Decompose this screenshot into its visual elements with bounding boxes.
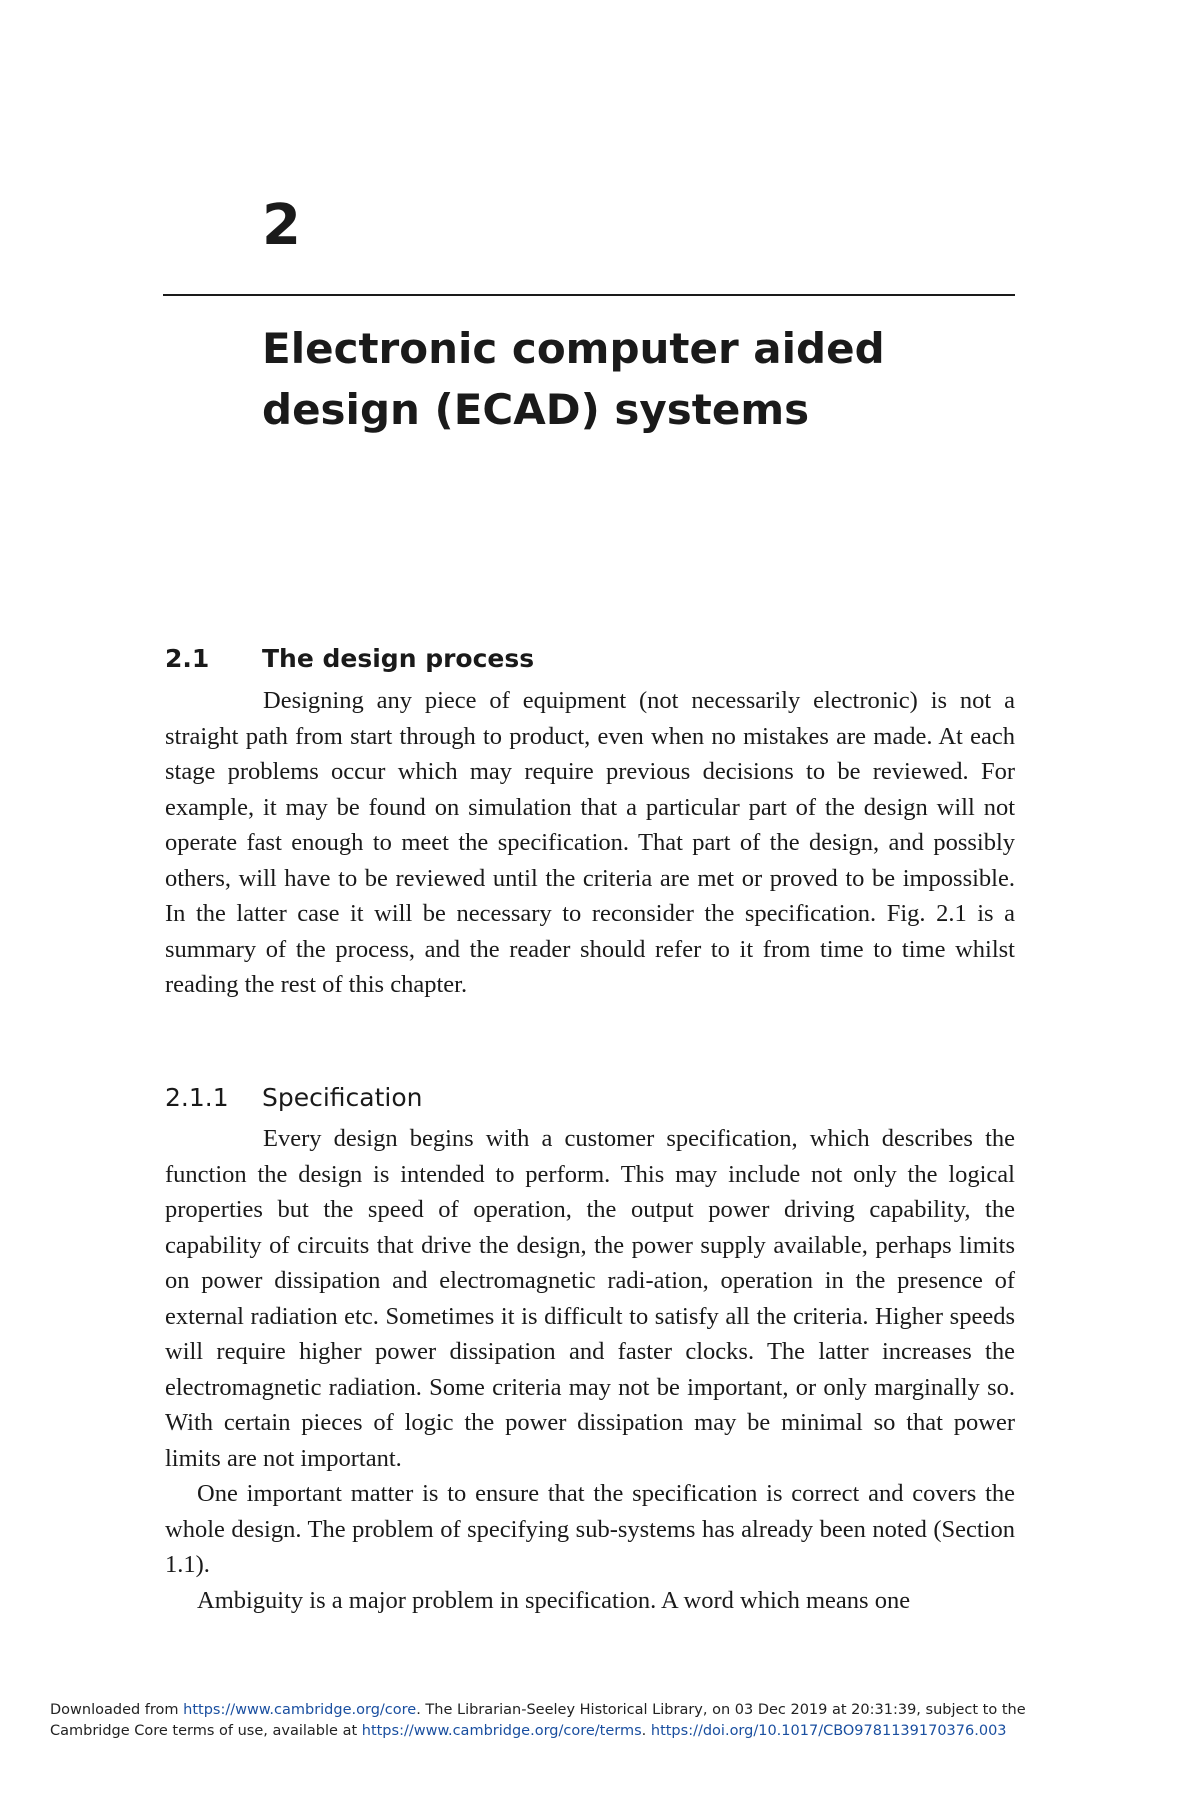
- doi-link[interactable]: https://doi.org/10.1017/CBO9781139170376.003: [650, 1723, 1007, 1739]
- subsection-body: [165, 1121, 1015, 1618]
- chapter-number: 2: [262, 193, 301, 258]
- chapter-title: Electronic computer aided design (ECAD) systems: [262, 324, 885, 434]
- cambridge-core-link[interactable]: https://www.cambridge.org/core: [183, 1702, 417, 1718]
- section-body: [165, 683, 1015, 1003]
- paragraph: Ambiguity is a major problem in specification. A word which means one: [197, 1586, 911, 1614]
- footer-text: Downloaded from: [50, 1702, 184, 1718]
- paragraph: Every design begins with a customer specification, which describes the function the design is intended to perform. This may include not only the logical properties but the speed of operation, the output power driving capability, the capability of circuits that drive the design, the power supply available, perhaps limits on power dissipation and electromagnetic radi-ation, operation in the presence of external radiation etc. Sometimes it is difficult to satisfy all the criteria. Higher speeds will require higher power dissipation and faster clocks. The latter increases the electromagnetic radiation. Some criteria may not be important, or only marginally so. With certain pieces of logic the power dissipation may be minimal so that power limits are not important.: [165, 1125, 1015, 1472]
- section-title: The design process: [262, 644, 535, 673]
- paragraph: Designing any piece of equipment (not necessarily electronic) is not a straight path from start through to product, even when no mistakes are made. At each stage problems occur which may require previous decisions to be reviewed. For example, it may be found on simulation that a particular part of the design will not operate fast enough to meet the specification. That part of the design, and possibly others, will have to be reviewed until the criteria are met or proved to be impossible. In the latter case it will be necessary to reconsider the specification. Fig. 2.1 is a summary of the process, and the reader should refer to it from time to time whilst reading the rest of this chapter.: [165, 687, 1015, 998]
- footer-separator: .: [641, 1723, 651, 1739]
- footer-line-2: [50, 1721, 1150, 1742]
- footer-text: Cambridge Core terms of use, available at: [50, 1723, 362, 1739]
- footer-line-1: [50, 1700, 1150, 1721]
- subsection-title: Specification: [262, 1083, 423, 1112]
- section-heading: [165, 643, 534, 675]
- footer-text: . The Librarian-Seeley Historical Library, on 03 Dec 2019 at 20:31:39, subject to the: [416, 1702, 1026, 1718]
- subsection-heading: [165, 1082, 423, 1114]
- subsection-number: 2.1.1: [165, 1083, 229, 1112]
- section-number: 2.1: [165, 644, 210, 673]
- paragraph: One important matter is to ensure that the specification is correct and covers the whole design. The problem of specifying sub-systems has already been noted (Section 1.1).: [165, 1480, 1015, 1578]
- terms-link[interactable]: https://www.cambridge.org/core/terms: [361, 1723, 642, 1739]
- chapter-rule: [163, 294, 1015, 296]
- download-footer: [50, 1700, 1150, 1742]
